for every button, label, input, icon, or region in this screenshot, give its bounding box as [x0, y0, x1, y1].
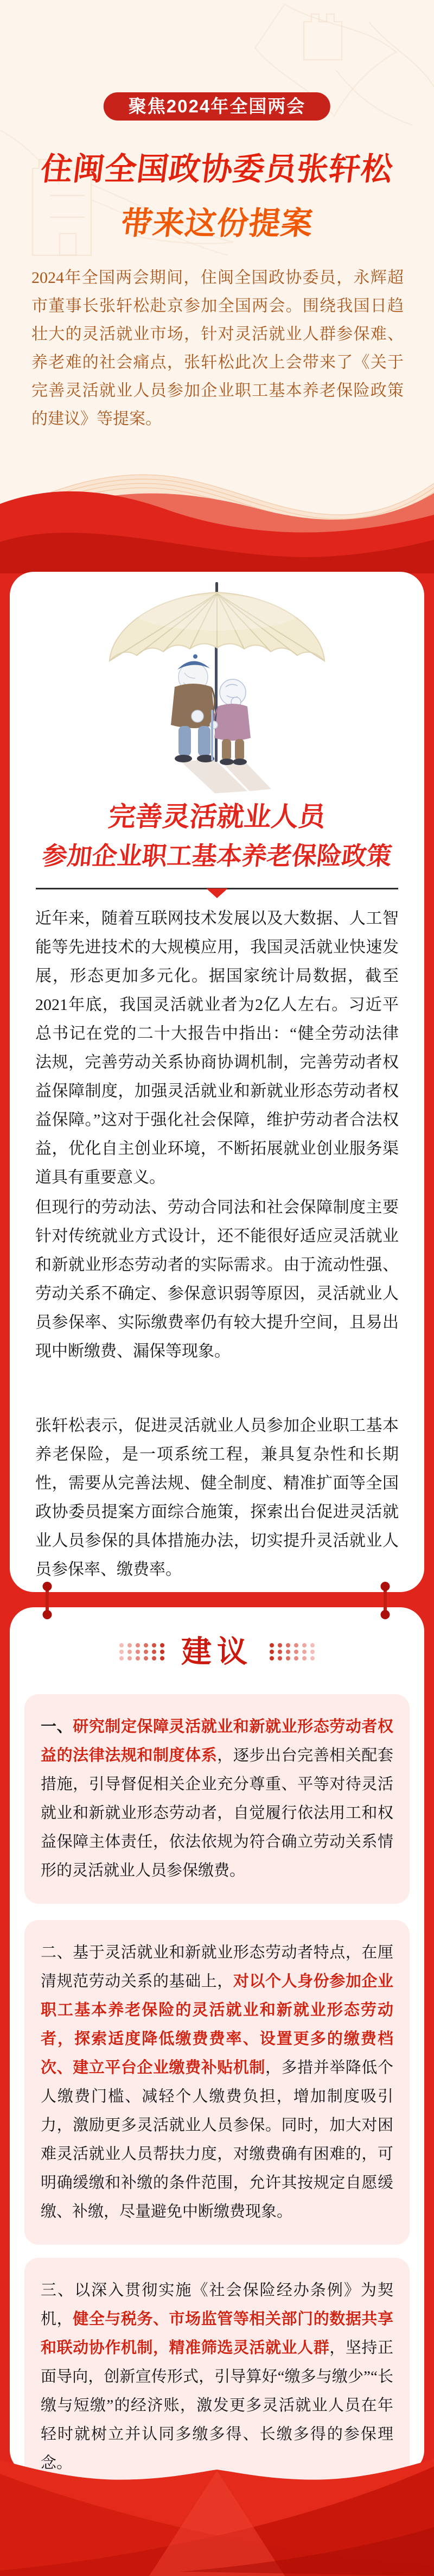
suggestions-title: 建议	[181, 1634, 253, 1669]
suggestion-number: 三、以深入贯彻实施《社会保险经办条例》为契机，	[41, 2282, 393, 2328]
dots-right-icon	[265, 1641, 317, 1663]
dots-left-icon	[117, 1641, 169, 1663]
suggestion-text: ，逐步出台完善相关配套措施，引导督促相关企业充分尊重、平等对待灵活就业和新就业形态劳动者，自觉履行依法用工和权益保障主体责任，依法依规为符合确立劳动关系情形的灵活就业人员参保缴费。	[41, 1747, 393, 1879]
wave-banner	[0, 450, 434, 576]
suggestions-card	[10, 1607, 424, 2474]
suggestion-number: 二、基于灵活就业和新就业形态劳动者特点，在厘清规范劳动关系的基础上，	[41, 1944, 393, 1990]
proposal-title-line1: 完善灵活就业人员	[107, 801, 327, 832]
suggestion-highlight: 健全与税务、市场监管等相关部门的数据共享和联动协作机制，精准筛选灵活就业人群	[41, 2310, 393, 2357]
suggestion-text: ，多措并举降低个人缴费门槛、减轻个人缴费负担，增加制度吸引力，激励更多灵活就业人员参保。同时，加大对困难灵活就业人员帮扶力度，对缴费确有困难的，可明确缓缴和补缴的条件范围，允许其按规定自愿缓缴、补缴，尽量避免中断缴费现象。	[41, 2059, 393, 2220]
page-title-line2: 带来这份提案	[119, 206, 316, 241]
proposal-paragraph: 但现行的劳动法、劳动合同法和社会保障制度主要针对传统就业方式设计，还不能很好适应灵活就业和新就业形态劳动者的实际需求。由于流动性强、劳动关系不确定、参保意识弱等原因，灵活就业人员参保率、实际缴费率仍有较大提升空间，且易出现中断缴费、漏保等现象。	[35, 1198, 399, 1360]
suggestion-highlight: 研究制定保障灵活就业和新就业形态劳动者权益的法律法规和制度体系	[41, 1718, 393, 1764]
page-title-line1: 住闽全国政协委员张轩松	[39, 151, 395, 187]
proposal-title-line2: 参加企业职工基本养老保险政策	[41, 842, 393, 870]
ribbon-footer	[0, 2446, 434, 2576]
connector-pin-right	[384, 1584, 387, 1617]
suggestion-item-2	[24, 1920, 410, 2245]
connector-pin-left	[46, 1584, 49, 1617]
proposal-card	[10, 572, 424, 1592]
triangle-down-icon	[206, 888, 228, 898]
suggestion-item-1	[24, 1694, 410, 1904]
suggestion-text: ，坚持正面导向，创新宣传形式，引导算好“缴多与缴少”“长缴与短缴”的经济账，激发更多灵活就业人员在年轻时就树立并认同多缴多得、长缴多得的参保理念。	[41, 2339, 393, 2472]
divider	[36, 888, 398, 889]
proposal-paragraph: 张轩松表示，促进灵活就业人员参加企业职工基本养老保险，是一项系统工程，兼具复杂性和长期性，需要从完善法规、健全制度、精准扩面等全国政协委员提案方面综合施策，探索出台促进灵活就业人员参保的具体措施办法，切实提升灵活就业人员参保率、缴费率。	[35, 1417, 399, 1579]
proposal-paragraph: 近年来，随着互联网技术发展以及大数据、人工智能等先进技术的大规模应用，我国灵活就业快速发展，形态更加多元化。据国家统计局数据，截至2021年底，我国灵活就业者为2亿人左右。习近平总书记在党的二十大报告中指出：“健全劳动法律法规，完善劳动关系协商协调机制，完善劳动者权益保障制度，加强灵活就业和新就业形态劳动者权益保障。”这对于强化社会保障，维护劳动者合法权益，优化自主创业环境，不断拓展就业创业服务渠道具有重要意义。	[35, 910, 399, 1186]
elderly-couple-umbrella-illustration	[102, 579, 332, 797]
suggestions-header	[10, 1634, 424, 1669]
focus-badge: 聚焦2024年全国两会	[104, 92, 330, 121]
suggestion-number: 一、	[41, 1718, 73, 1735]
intro-paragraph: 2024年全国两会期间，住闽全国政协委员，永辉超市董事长张轩松赴京参加全国两会。围绕我国日趋壮大的灵活就业市场，针对灵活就业人群参保难、养老难的社会痛点，张轩松此次上会带来了《关于完善灵活就业人员参加企业职工基本养老保险政策的建议》等提案。	[31, 269, 404, 428]
suggestion-highlight: 对以个人身份参加企业职工基本养老保险的灵活就业和新就业形态劳动者，探索适度降低缴费费率、设置更多的缴费档次、建立平台企业缴费补贴机制	[41, 1973, 393, 2076]
